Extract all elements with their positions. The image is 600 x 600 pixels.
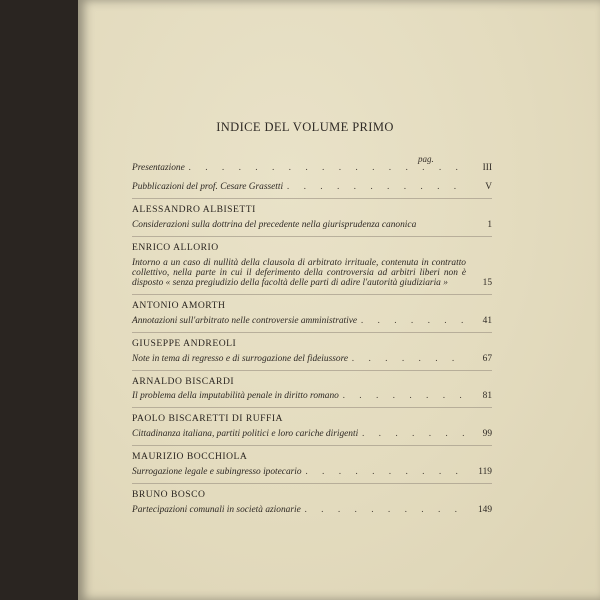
entry-page: 41 bbox=[482, 316, 492, 326]
divider bbox=[132, 294, 492, 295]
entry-page: 1 bbox=[487, 220, 492, 230]
page-column-label: pag. bbox=[418, 154, 434, 164]
index-heading: INDICE DEL VOLUME PRIMO bbox=[216, 120, 394, 134]
leader-dots bbox=[305, 505, 466, 515]
entry-title: Presentazione bbox=[132, 163, 185, 173]
author-name: ARNALDO BISCARDI bbox=[132, 376, 235, 387]
entry-page: 67 bbox=[482, 354, 492, 364]
author-name: BRUNO BOSCO bbox=[132, 489, 206, 500]
divider bbox=[132, 483, 492, 484]
author-name: GIUSEPPE ANDREOLI bbox=[132, 338, 237, 349]
leader-dots bbox=[362, 429, 466, 439]
toc-entry bbox=[132, 354, 492, 364]
entry-title: Intorno a un caso di nullità della clausola di arbitrato irrituale, contenuta in contratto collettivo, nella parte in cui il deferimento della controversia ad arbitri liberi non è disposto « senza pregiudizio della facoltà delle parti di adire l'autorità giudiziaria » bbox=[132, 258, 466, 288]
book-page bbox=[78, 0, 600, 600]
entry-page: 81 bbox=[482, 391, 492, 401]
leader-dots bbox=[361, 316, 466, 326]
entry-page: V bbox=[485, 182, 492, 192]
leader-dots bbox=[306, 467, 466, 477]
toc-entry bbox=[132, 220, 492, 230]
leader-dots bbox=[343, 391, 466, 401]
toc-entry bbox=[132, 258, 492, 288]
entry-title: Annotazioni sull'arbitrato nelle controversie amministrative bbox=[132, 316, 358, 326]
author-name: ENRICO ALLORIO bbox=[132, 242, 219, 253]
entry-page: 119 bbox=[478, 467, 492, 477]
leader-dots bbox=[287, 182, 466, 192]
entry-page: 15 bbox=[482, 278, 492, 288]
toc-entry bbox=[132, 391, 492, 401]
toc-entry bbox=[132, 505, 492, 515]
toc-entry-presentazione bbox=[132, 163, 492, 173]
divider bbox=[132, 407, 492, 408]
divider bbox=[132, 445, 492, 446]
entry-title: Note in tema di regresso e di surrogazione del fideiussore bbox=[132, 354, 349, 364]
entry-title: Surrogazione legale e subingresso ipotecario bbox=[132, 467, 302, 477]
entry-title: Considerazioni sulla dottrina del precedente nella giurisprudenza canonica bbox=[132, 220, 417, 230]
author-name: ANTONIO AMORTH bbox=[132, 300, 226, 311]
entry-page: III bbox=[482, 163, 492, 173]
entry-title: Partecipazioni comunali in società azionarie bbox=[132, 505, 301, 515]
author-name: PAOLO BISCARETTI DI RUFFIA bbox=[132, 413, 283, 424]
toc-entry-pubblicazioni bbox=[132, 182, 492, 192]
divider bbox=[132, 370, 492, 371]
leader-dots bbox=[189, 163, 466, 173]
table-of-contents bbox=[132, 163, 492, 515]
divider bbox=[132, 332, 492, 333]
toc-entry bbox=[132, 429, 492, 439]
entry-page: 99 bbox=[482, 429, 492, 439]
entry-title: Pubblicazioni del prof. Cesare Grassetti bbox=[132, 182, 284, 192]
leader-dots bbox=[352, 354, 466, 364]
author-name: MAURIZIO BOCCHIOLA bbox=[132, 451, 248, 462]
entry-page: 149 bbox=[477, 505, 492, 515]
toc-entry bbox=[132, 316, 492, 326]
divider bbox=[132, 198, 492, 199]
entry-title: Cittadinanza italiana, partiti politici e loro cariche dirigenti bbox=[132, 429, 359, 439]
author-name: ALESSANDRO ALBISETTI bbox=[132, 204, 256, 215]
divider bbox=[132, 236, 492, 237]
toc-entry bbox=[132, 467, 492, 477]
entry-title: Il problema della imputabilità penale in diritto romano bbox=[132, 391, 339, 401]
